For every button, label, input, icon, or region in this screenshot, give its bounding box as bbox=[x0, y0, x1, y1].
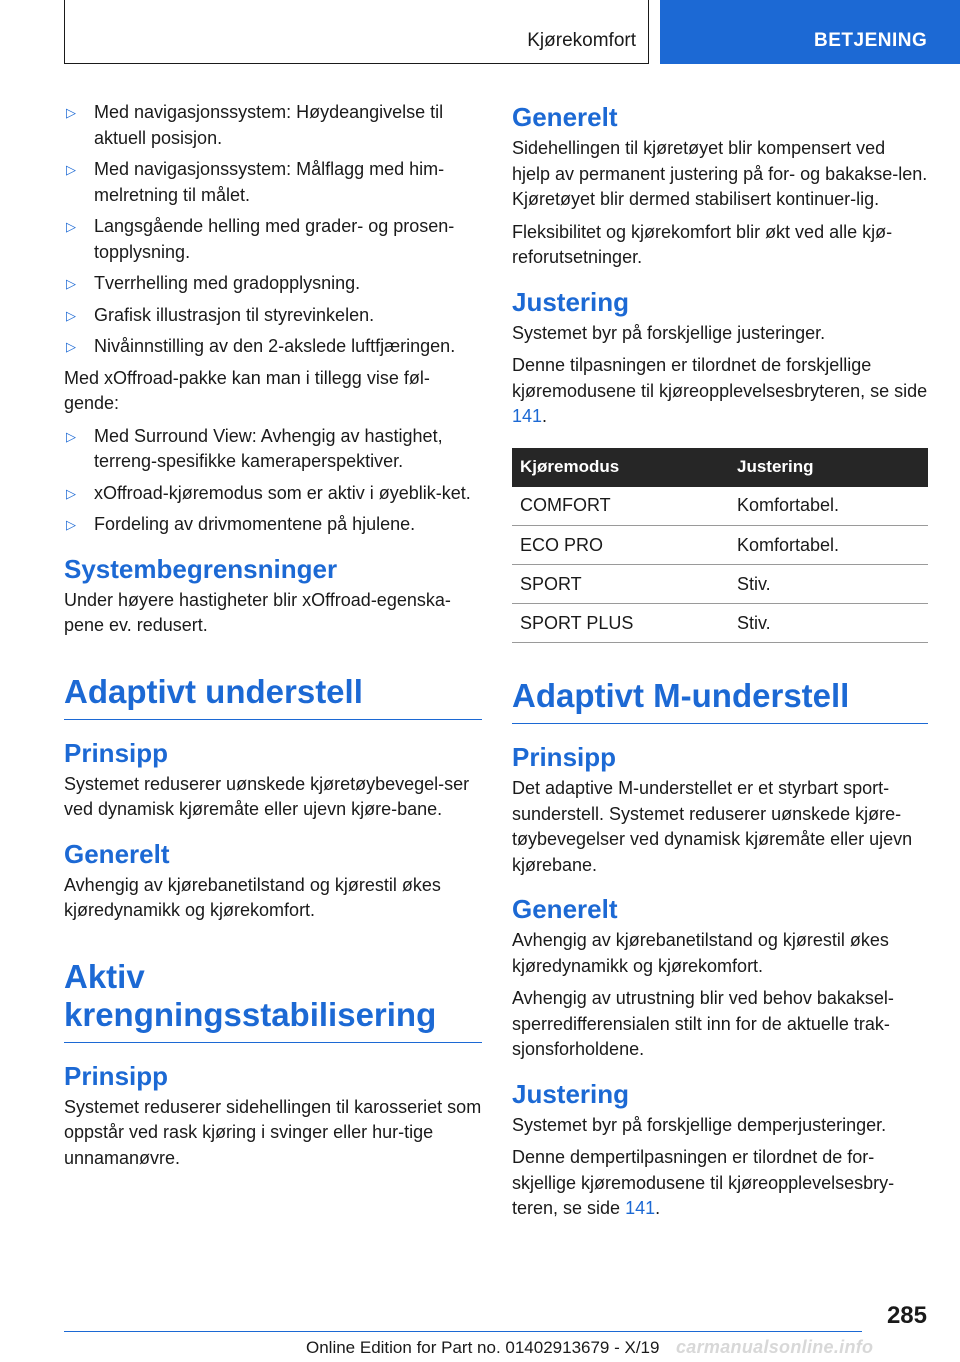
m-principle-text: Det adaptive M-understellet er et styrbart sport-sunderstell. Systemet reduserer uønskede kjøre-tøybevegelser ved dynamisk kjøremåte eller ujevn kjørebane. bbox=[512, 778, 913, 875]
m-general-text-2: Avhengig av utrustning blir ved behov bakaksel-sperredifferensialen stilt inn for de aktuelle trak-sjonsforholdene. bbox=[512, 988, 894, 1059]
m-adjust-text-2: Denne dempertilpasningen er tilordnet de for-skjellige kjøremodusene til kjøreopplevelsesbry-teren, se side 141. bbox=[512, 1147, 895, 1218]
triangle-bullet-icon: ▷ bbox=[66, 276, 76, 291]
header-section-title: Kjørekomfort bbox=[527, 30, 636, 51]
list-item: ▷ Grafisk illustrasjon til styrevinkelen. bbox=[64, 303, 482, 329]
drive-mode-table bbox=[512, 448, 928, 644]
left-column bbox=[64, 100, 482, 1178]
table-row: ECO PRO Komfortabel. bbox=[512, 526, 928, 565]
triangle-bullet-icon: ▷ bbox=[66, 307, 76, 323]
adaptive-general-text: Avhengig av kjørebanetilstand og kjørestil økes kjøredynamikk og kjørekomfort. bbox=[64, 874, 441, 920]
m-general-text-1: Avhengig av kjørebanetilstand og kjørestil økes kjøredynamikk og kjørekomfort. bbox=[512, 930, 889, 976]
general-text-1: Sidehellingen til kjøretøyet blir kompensert ved hjelp av permanent justering på for- og bakakse-len. Kjøretøyet blir dermed stabilisert kontinuer-lig. bbox=[512, 138, 928, 209]
page-ref-link[interactable]: 141 bbox=[512, 406, 543, 426]
list-item: ▷ Med navigasjonssystem: Høydeangivelse til aktuell posisjon. bbox=[66, 102, 444, 148]
list-item: ▷ Langsgående helling med grader- og prosen-topplysning. bbox=[66, 216, 455, 262]
adjust-text-2: Denne tilpasningen er tilordnet de forskjellige kjøremodusene til kjøreopplevelsesbryteren, se side 141. bbox=[512, 355, 928, 426]
page-ref-link[interactable]: 141 bbox=[625, 1198, 656, 1218]
list-item: ▷ Med navigasjonssystem: Målflagg med him-melretning til målet. bbox=[66, 159, 445, 205]
list-item: ▷ Med Surround View: Avhengig av hastighet, terreng-spesifikke kameraperspektiver. bbox=[66, 425, 443, 471]
active-roll-stabilization-title: Aktiv krengningsstabilisering bbox=[64, 958, 482, 1043]
header-chapter-title: BETJENING bbox=[814, 30, 928, 51]
active-principle-heading: Prinsipp bbox=[64, 1060, 169, 1091]
m-principle-heading: Prinsipp bbox=[512, 742, 617, 772]
triangle-bullet-icon: ▷ bbox=[66, 105, 76, 120]
right-column bbox=[512, 100, 928, 1229]
general-heading: Generelt bbox=[512, 102, 618, 132]
limits-text: Under høyere hastigheter blir xOffroad-egenska-pene ev. redusert. bbox=[64, 589, 451, 635]
xoffroad-intro: Med xOffroad-pakke kan man i tillegg vise føl-gende: bbox=[64, 367, 430, 413]
adaptive-principle-heading: Prinsipp bbox=[64, 737, 169, 768]
adaptive-principle-text: Systemet reduserer uønskede kjøretøybevegel-ser ved dynamisk kjøremåte eller ujevn kjøre-bane. bbox=[64, 773, 470, 819]
triangle-bullet-icon: ▷ bbox=[66, 162, 76, 177]
general-text-2: Fleksibilitet og kjørekomfort blir økt ved alle kjø-reforutsetninger. bbox=[512, 221, 893, 267]
list-item: ▷ Fordeling av drivmomentene på hjulene. bbox=[64, 512, 482, 538]
adjust-text-1: Systemet byr på forskjellige justeringer. bbox=[512, 322, 826, 343]
list-item: ▷ Tverrhelling med gradopplysning. bbox=[64, 271, 482, 297]
list-item: ▷ Nivåinnstilling av den 2-akslede luftfjæringen. bbox=[64, 334, 482, 360]
adaptive-m-chassis-title: Adaptivt M-understell bbox=[512, 677, 928, 724]
m-adjust-text-1: Systemet byr på forskjellige demperjusteringer. bbox=[512, 1114, 887, 1135]
list-item: ▷ xOffroad-kjøremodus som er aktiv i øyeblik-ket. bbox=[64, 481, 482, 507]
footer-divider bbox=[64, 1331, 862, 1332]
table-header-row bbox=[512, 448, 928, 487]
footer-edition: Online Edition for Part no. 01402913679 - X/19 bbox=[306, 1338, 660, 1357]
triangle-bullet-icon: ▷ bbox=[66, 485, 76, 501]
column-header-mode: Kjøremodus bbox=[512, 448, 727, 487]
column-header-setting: Justering bbox=[727, 448, 928, 487]
triangle-bullet-icon: ▷ bbox=[66, 219, 76, 234]
xoffroad-options-list bbox=[64, 424, 482, 538]
m-adjust-heading: Justering bbox=[512, 1078, 630, 1109]
m-general-heading: Generelt bbox=[512, 894, 618, 924]
table-row: SPORT PLUS Stiv. bbox=[512, 604, 928, 643]
limits-heading: Systembegrensninger bbox=[64, 553, 338, 584]
triangle-bullet-icon: ▷ bbox=[66, 428, 76, 444]
page-number: 285 bbox=[886, 1302, 927, 1329]
triangle-bullet-icon: ▷ bbox=[66, 339, 76, 354]
table-row: COMFORT Komfortabel. bbox=[512, 487, 928, 526]
triangle-bullet-icon: ▷ bbox=[66, 517, 76, 532]
adaptive-chassis-title: Adaptivt understell bbox=[64, 673, 482, 720]
active-principle-text: Systemet reduserer sidehellingen til karosseriet som oppstår ved rask kjøring i svinger eller hur-tige unnamanøvre. bbox=[64, 1096, 482, 1168]
display-options-list bbox=[64, 100, 482, 360]
adaptive-general-heading: Generelt bbox=[64, 838, 170, 869]
header-section-box bbox=[64, 0, 649, 64]
adjust-heading: Justering bbox=[512, 286, 630, 317]
watermark: carmanualsonline.info bbox=[676, 1337, 874, 1357]
header-chapter-tab[interactable] bbox=[660, 0, 960, 64]
table-row: SPORT Stiv. bbox=[512, 565, 928, 604]
